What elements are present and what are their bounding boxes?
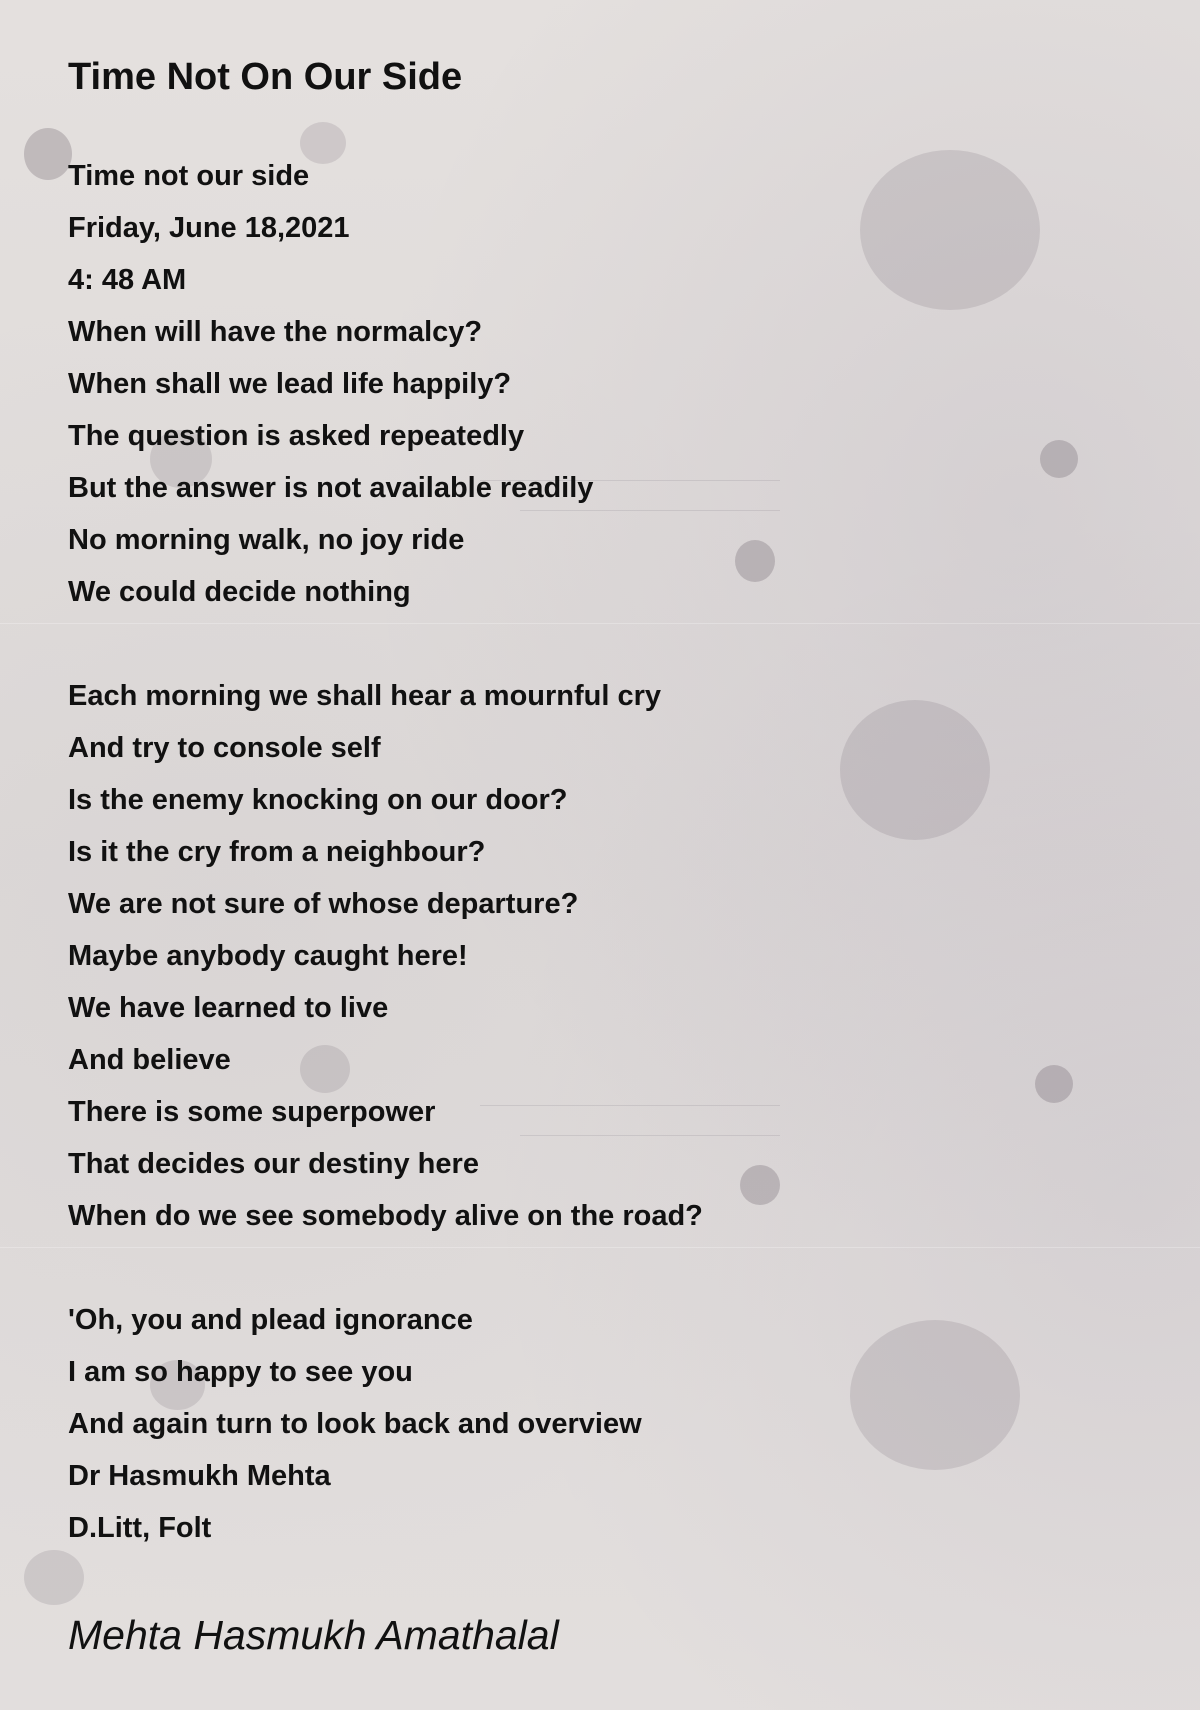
poem-line: And again turn to look back and overview <box>68 1408 642 1440</box>
poem-line: 'Oh, you and plead ignorance <box>68 1304 473 1336</box>
poem-line: I am so happy to see you <box>68 1356 413 1388</box>
poem-line: That decides our destiny here <box>68 1148 479 1180</box>
poem-line: Time not our side <box>68 160 310 192</box>
poem-line: And try to console self <box>68 732 381 764</box>
poem-line: We are not sure of whose departure? <box>68 888 579 920</box>
poem-line: No morning walk, no joy ride <box>68 524 465 556</box>
poem-title: Time Not On Our Side <box>68 56 463 98</box>
poem-line: 4: 48 AM <box>68 264 187 296</box>
poem-line: Friday, June 18,2021 <box>68 212 350 244</box>
poem-line: But the answer is not available readily <box>68 472 594 504</box>
ink-blot <box>740 1165 780 1205</box>
poem-line: Is the enemy knocking on our door? <box>68 784 568 816</box>
poem-line: When will have the normalcy? <box>68 316 483 348</box>
stanza-3 <box>68 1294 703 1554</box>
poem-line: Dr Hasmukh Mehta <box>68 1460 331 1492</box>
ink-blot <box>735 540 775 582</box>
poem-line: Maybe anybody caught here! <box>68 940 468 972</box>
poem-author: Mehta Hasmukh Amathalal <box>68 1612 559 1658</box>
ink-blot <box>1040 440 1078 478</box>
poem-body <box>68 150 703 1554</box>
ink-blot <box>24 1550 84 1605</box>
stanza-break <box>68 1242 703 1294</box>
stanza-1 <box>68 150 703 618</box>
ink-blot <box>850 1320 1020 1470</box>
poem-line: We could decide nothing <box>68 576 411 608</box>
poem-line: And believe <box>68 1044 231 1076</box>
poem-line: Is it the cry from a neighbour? <box>68 836 486 868</box>
poem-line: D.Litt, Folt <box>68 1512 212 1544</box>
poem-line: When do we see somebody alive on the road? <box>68 1200 703 1232</box>
ink-blot <box>24 128 72 180</box>
poem-line: Each morning we shall hear a mournful cry <box>68 680 662 712</box>
ink-blot <box>1035 1065 1073 1103</box>
stanza-2 <box>68 670 703 1242</box>
poem-line: The question is asked repeatedly <box>68 420 525 452</box>
stanza-break <box>68 618 703 670</box>
poem-line: We have learned to live <box>68 992 389 1024</box>
ink-blot <box>840 700 990 840</box>
poem-line: There is some superpower <box>68 1096 436 1128</box>
ink-blot <box>860 150 1040 310</box>
poem-line: When shall we lead life happily? <box>68 368 512 400</box>
